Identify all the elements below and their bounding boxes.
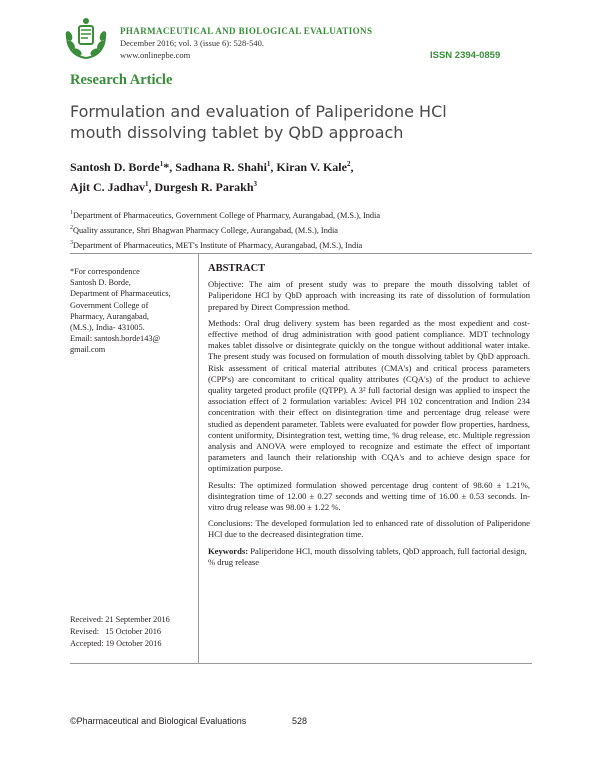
correspondence-heading: *For correspondence xyxy=(70,267,140,276)
accepted-date: Accepted: 19 October 2016 xyxy=(70,639,162,648)
footer-copyright: ©Pharmaceutical and Biological Evaluations xyxy=(70,716,247,726)
issue-line: December 2016; vol. 3 (issue 6): 528-540. xyxy=(120,38,264,48)
correspondence-block xyxy=(70,266,194,356)
abstract-conclusions: Conclusions: The developed formulation led to enhanced rate of dissolution of Paliperidone HCl due to the decreased disintegration time. xyxy=(208,518,530,540)
abstract-objective: Objective: The aim of present study was to prepare the mouth dissolving tablet of Paliperidone HCl by QbD approach with increasing its rate of dissolution of formulation prepared by Direct Compression method. xyxy=(208,279,530,312)
author: Ajit C. Jadhav$^1$, xyxy=(70,180,155,194)
abstract-methods: Methods: Oral drug delivery system has been regarded as the most expedient and cost-effective method of drug administration with good patient compliance. MDT technology makes tablet dissolve or disintegrate quickly on the tongue without additional water intake. The present study was focused on formulation of mouth dissolving tablet by QbD approach. Risk assessment of critical material attributes (CMA's) and critical process parameters (CPP's) are concomitant to critical quality attributes (CQA's) of the product to achieve quality targeted product profile (QTPP). A 3² full factorial design was applied to inspect the association effect of 2 formulation variables: Avicel PH 102 concentration and Indion 234 concentration with their effect on disintegration time and percentage drug release were studied as dependent parameter. Tablets were evaluated for powder flow properties, hardness, content uniformity, Disintegration test, wetting time, % drug release, etc. Multiple regression analysis and ANOVA were employed to recognize and estimate the effect of important parameters and launch their relationship with CQA's and to achieve design space for optimization purpose. xyxy=(208,317,530,474)
column-divider xyxy=(198,254,199,664)
divider xyxy=(70,253,532,254)
revised-date: Revised: 15 October 2016 xyxy=(70,627,162,636)
correspondence-line: (M.S.), India- 431005. xyxy=(70,323,145,333)
page-number: 528 xyxy=(292,716,308,726)
email-link[interactable]: Email: santosh.borde143@ xyxy=(70,334,161,344)
author: Kiran V. Kale$^2$, xyxy=(276,160,354,174)
abstract xyxy=(208,263,530,573)
correspondence-line: Department of Pharmaceutics, xyxy=(70,289,171,299)
abstract-heading: ABSTRACT xyxy=(208,263,266,274)
affiliation: $^1$Department of Pharmaceutics, Government College of Pharmacy, Aurangabad, (M.S.), India xyxy=(70,210,381,220)
affiliation: $^3$Department of Pharmaceutics, MET's Institute of Pharmacy, Aurangabad, (M.S.), India xyxy=(70,239,363,250)
affiliations xyxy=(70,207,540,251)
journal-logo xyxy=(60,14,112,64)
correspondence-line: Pharmacy, Aurangabad, xyxy=(70,311,149,321)
keywords-text: Paliperidone HCl, mouth dissolving tablets, QbD approach, full factorial design, % drug release xyxy=(208,545,527,567)
author: Sadhana R. Shahi$^1$, xyxy=(175,160,277,174)
received-date: Received: 21 September 2016 xyxy=(70,615,170,624)
author: Santosh D. Borde$^1$*, xyxy=(70,160,176,174)
journal-website-link[interactable]: www.onlinepbe.com xyxy=(120,50,191,60)
issn: ISSN 2394-0859 xyxy=(430,50,501,61)
author-list xyxy=(70,156,540,196)
journal-name: PHARMACEUTICAL AND BIOLOGICAL EVALUATIONS xyxy=(120,26,373,36)
correspondence-line: Government College of xyxy=(70,300,149,310)
email-link[interactable]: gmail.com xyxy=(70,345,106,355)
divider xyxy=(70,663,532,664)
article-type: Research Article xyxy=(70,72,173,88)
affiliation: $^2$Quality assurance, Shri Bhagwan Pharmacy College, Aurangabad, (M.S.), India xyxy=(70,224,338,235)
article-title: Formulation and evaluation of Paliperidone HCl mouth dissolving tablet by QbD approach xyxy=(70,102,447,142)
abstract-keywords xyxy=(208,546,530,568)
correspondence-line: Santosh D. Borde, xyxy=(70,278,131,288)
author: Durgesh R. Parakh$^3$ xyxy=(154,180,258,194)
publication-dates xyxy=(70,614,194,650)
keywords-label: Keywords: xyxy=(208,545,249,556)
abstract-results: Results: The optimized formulation showed percentage drug content of 98.60 ± 1.21%, disintegration time of 12.00 ± 0.27 seconds and wetting time of 16.00 ± 0.53 seconds. In-vitro drug release was 98.00 ± 1.22 %. xyxy=(208,479,530,513)
